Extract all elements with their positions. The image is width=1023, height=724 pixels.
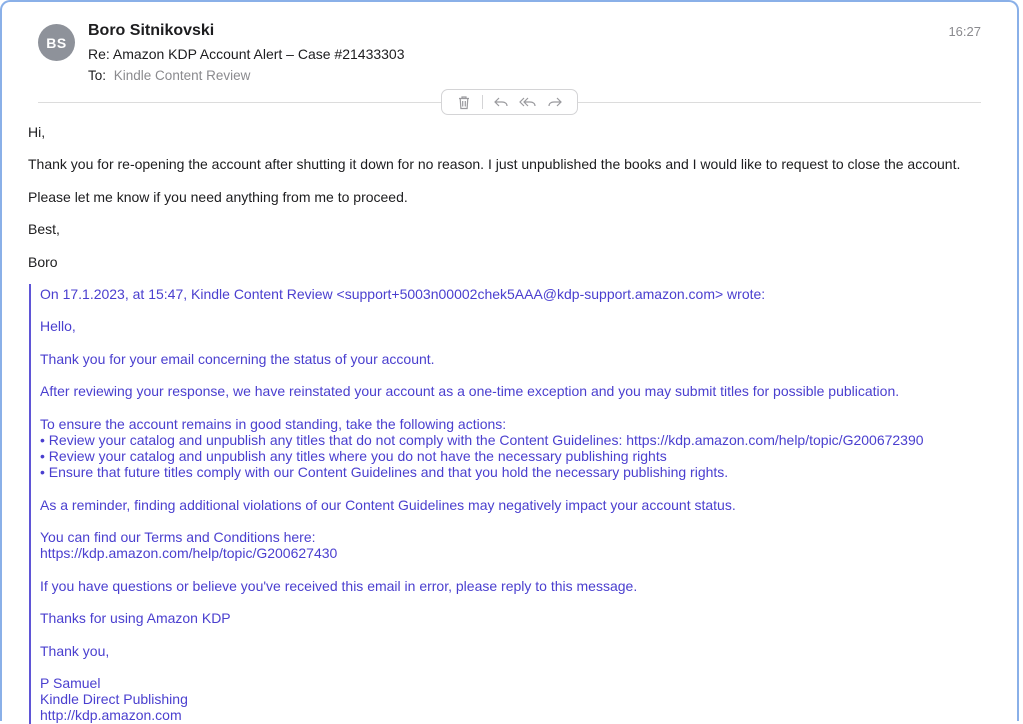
message-paragraph: Please let me know if you need anything from me to proceed. [28, 189, 408, 205]
toolbar-separator [482, 95, 483, 109]
quote-line: Thanks for using Amazon KDP [40, 610, 231, 626]
message-paragraph: Thank you for re-opening the account after shutting it down for no reason. I just unpublished the books and I would like to request to close the account. [28, 156, 961, 172]
recipient-line [88, 68, 250, 83]
quote-line: If you have questions or believe you've received this email in error, please reply to this message. [40, 578, 638, 594]
quote-bullet: • Review your catalog and unpublish any titles where you do not have the necessary publishing rights [40, 448, 667, 464]
sender-name: Boro Sitnikovski [88, 22, 215, 39]
recipient-name[interactable]: Kindle Content Review [113, 68, 251, 83]
quote-signature-name: P Samuel [40, 675, 101, 691]
quote-attribution: On 17.1.2023, at 15:47, Kindle Content Review <support+5003n00002chek5AAA@kdp-support.amazon.com> wrote: [40, 286, 766, 302]
quote-signature-org: Kindle Direct Publishing [40, 691, 188, 707]
reply-icon[interactable] [492, 93, 510, 111]
quote-bar [29, 284, 31, 724]
to-label: To: [88, 68, 107, 83]
quote-line: You can find our Terms and Conditions here: [40, 529, 316, 545]
quote-bullet: • Ensure that future titles comply with our Content Guidelines and that you hold the necessary publishing rights. [40, 464, 729, 480]
quote-bullet: • Review your catalog and unpublish any titles that do not comply with the Content Guidelines: https://kdp.amazon.com/help/topic/G200672390 [40, 432, 924, 448]
quote-link[interactable]: https://kdp.amazon.com/help/topic/G200627430 [40, 545, 338, 561]
trash-icon[interactable] [455, 93, 473, 111]
quote-line: To ensure the account remains in good standing, take the following actions: [40, 416, 507, 432]
quote-line: Thank you, [40, 643, 110, 659]
quote-line: Hello, [40, 318, 76, 334]
quote-line: As a reminder, finding additional violations of our Content Guidelines may negatively impact your account status. [40, 497, 736, 513]
subject-line: Re: Amazon KDP Account Alert – Case #21433303 [88, 46, 405, 62]
message-toolbar [441, 89, 578, 115]
message-signoff: Best, [28, 221, 60, 237]
message-greeting: Hi, [28, 124, 46, 140]
quote-line: After reviewing your response, we have reinstated your account as a one-time exception and you may submit titles for possible publication. [40, 383, 900, 399]
avatar: BS [38, 24, 75, 61]
quote-signature-link[interactable]: http://kdp.amazon.com [40, 707, 182, 723]
quote-line: Thank you for your email concerning the status of your account. [40, 351, 435, 367]
reply-all-icon[interactable] [519, 93, 537, 111]
message-signature: Boro [28, 254, 58, 270]
forward-icon[interactable] [546, 93, 564, 111]
message-time: 16:27 [948, 24, 981, 39]
